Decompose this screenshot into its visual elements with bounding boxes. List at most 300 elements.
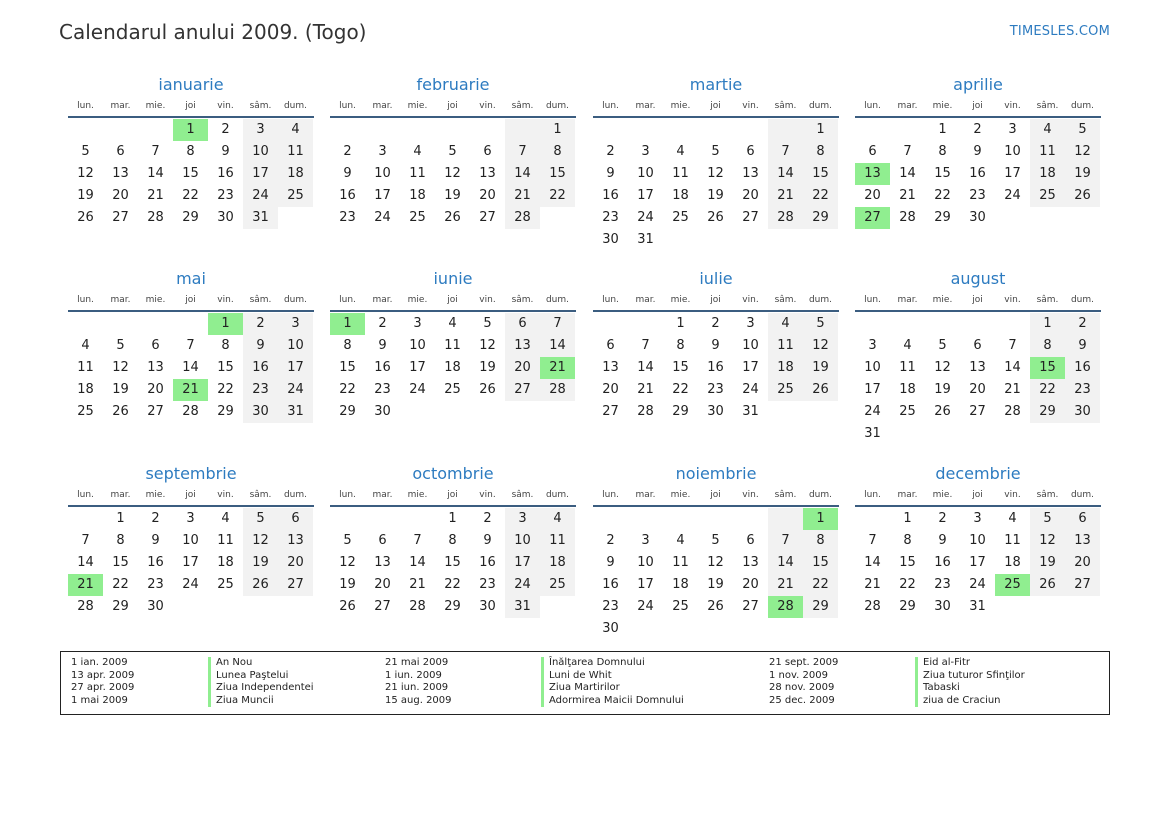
weekday-label: sâm. [511, 295, 534, 305]
weekday-label: mar. [372, 490, 393, 500]
weekday-label: sâm. [774, 295, 797, 305]
legend-date: 1 iun. 2009 [385, 669, 442, 681]
day-cell: 10 [182, 533, 199, 548]
month-mai [68, 268, 314, 423]
legend-date: 21 mai 2009 [385, 657, 449, 668]
day-cell: 6 [151, 338, 160, 353]
legend-holiday-name: Ziua tuturor Sfinţilor [915, 670, 1025, 683]
day-cell: 16 [147, 555, 164, 570]
header-divider [330, 505, 576, 507]
day-cell: 13 [1065, 530, 1100, 552]
weekday-label: mie. [670, 490, 691, 500]
day-cell: 1 [938, 122, 947, 137]
empty-cell [330, 119, 365, 141]
day-cell: 17 [637, 577, 654, 592]
empty-cell [628, 508, 663, 530]
day-cell: 9 [711, 338, 720, 353]
weekday-label: dum. [283, 295, 308, 305]
day-cell: 5 [483, 316, 492, 331]
empty-cell [593, 508, 628, 530]
day-cell: 25 [278, 185, 313, 207]
day-cell: 16 [243, 357, 278, 379]
weekday-label: vin. [1004, 101, 1021, 111]
day-cell: 26 [934, 404, 951, 419]
day-cell: 30 [602, 232, 619, 247]
header-divider [330, 310, 576, 312]
day-cell: 28 [409, 599, 426, 614]
empty-cell [698, 229, 733, 251]
day-cell: 6 [746, 533, 755, 548]
empty-cell [68, 508, 103, 530]
day-cell: 4 [1008, 511, 1017, 526]
day-cell: 15 [182, 166, 199, 181]
day-cell: 3 [1008, 122, 1017, 137]
day-cell: 19 [112, 382, 129, 397]
weekday-label: mar. [635, 490, 656, 500]
empty-cell [138, 313, 173, 335]
day-cell: 22 [934, 188, 951, 203]
day-grid [593, 508, 839, 640]
weekday-label: vin. [479, 490, 496, 500]
empty-cell [925, 423, 960, 445]
weekday-label: vin. [217, 101, 234, 111]
day-cell: 25 [1030, 185, 1065, 207]
day-grid [330, 119, 576, 229]
empty-cell [890, 119, 925, 141]
day-cell: 29 [934, 210, 951, 225]
legend-holiday-name: ziua de Craciun [915, 695, 1025, 708]
empty-cell [400, 401, 435, 423]
day-cell: 18 [77, 382, 94, 397]
empty-cell [365, 508, 400, 530]
day-cell: 28 [899, 210, 916, 225]
day-cell: 14 [540, 335, 575, 357]
day-cell: 25 [444, 382, 461, 397]
day-cell: 24 [409, 382, 426, 397]
month-name: iunie [433, 269, 473, 288]
day-cell: 15 [899, 555, 916, 570]
day-cell: 17 [969, 555, 986, 570]
month-septembrie [68, 463, 314, 618]
day-cell: 12 [707, 166, 724, 181]
day-cell: 20 [864, 188, 881, 203]
weekday-label: lun. [339, 101, 356, 111]
day-cell: 7 [413, 533, 422, 548]
day-cell: 12 [1065, 141, 1100, 163]
weekday-label: joi [710, 295, 721, 305]
day-cell: 5 [81, 144, 90, 159]
empty-cell [733, 229, 768, 251]
empty-cell [540, 207, 575, 229]
day-cell: 5 [803, 313, 838, 335]
day-cell: 13 [855, 163, 890, 185]
day-cell: 14 [1004, 360, 1021, 375]
day-cell: 6 [278, 508, 313, 530]
empty-cell [803, 229, 838, 251]
day-cell: 11 [768, 335, 803, 357]
weekday-label: vin. [742, 490, 759, 500]
empty-cell [540, 401, 575, 423]
day-cell: 11 [444, 338, 461, 353]
weekday-label: dum. [1070, 490, 1095, 500]
day-cell: 21 [899, 188, 916, 203]
empty-cell [173, 313, 208, 335]
day-grid [593, 313, 839, 423]
weekday-label: mar. [110, 490, 131, 500]
day-cell: 24 [637, 599, 654, 614]
day-grid [330, 508, 576, 618]
empty-cell [960, 313, 995, 335]
day-cell: 27 [969, 404, 986, 419]
day-cell: 30 [374, 404, 391, 419]
day-cell: 21 [768, 185, 803, 207]
day-cell: 25 [409, 210, 426, 225]
legend-holiday-name: Înălţarea Domnului [541, 657, 684, 670]
day-cell: 3 [641, 533, 650, 548]
day-cell: 1 [540, 119, 575, 141]
weekday-label: joi [972, 101, 983, 111]
day-cell: 7 [768, 141, 803, 163]
day-cell: 5 [938, 338, 947, 353]
day-cell: 10 [409, 338, 426, 353]
empty-cell [698, 508, 733, 530]
weekday-label: joi [710, 101, 721, 111]
day-cell: 3 [413, 316, 422, 331]
day-cell: 22 [540, 185, 575, 207]
day-cell: 28 [637, 404, 654, 419]
day-cell: 30 [1065, 401, 1100, 423]
month-decembrie [855, 463, 1101, 618]
day-cell: 31 [505, 596, 540, 618]
empty-cell [593, 119, 628, 141]
legend-holiday-name: Ziua Muncii [208, 695, 314, 708]
empty-cell [1065, 423, 1100, 445]
day-cell: 5 [1065, 119, 1100, 141]
day-cell: 26 [1065, 185, 1100, 207]
weekday-header [855, 488, 1101, 502]
day-cell: 30 [217, 210, 234, 225]
weekday-label: joi [710, 490, 721, 500]
empty-cell [278, 596, 313, 618]
empty-cell [698, 119, 733, 141]
weekday-label: dum. [808, 490, 833, 500]
empty-cell [995, 207, 1030, 229]
legend-names-col-3 [915, 657, 1025, 707]
day-cell: 12 [934, 360, 951, 375]
day-cell: 17 [243, 163, 278, 185]
day-cell: 19 [803, 357, 838, 379]
page-title: Calendarul anului 2009. (Togo) [59, 20, 367, 44]
weekday-header [593, 293, 839, 307]
day-cell: 5 [711, 533, 720, 548]
day-cell: 14 [637, 360, 654, 375]
day-cell: 3 [378, 144, 387, 159]
weekday-label: joi [447, 490, 458, 500]
day-cell: 13 [479, 166, 496, 181]
day-cell: 15 [803, 552, 838, 574]
day-cell: 9 [151, 533, 160, 548]
day-cell: 9 [483, 533, 492, 548]
day-cell: 17 [182, 555, 199, 570]
weekday-header [855, 293, 1101, 307]
day-cell: 9 [606, 555, 615, 570]
weekday-label: joi [185, 101, 196, 111]
day-cell: 18 [1030, 163, 1065, 185]
weekday-label: sâm. [774, 101, 797, 111]
day-cell: 8 [1030, 335, 1065, 357]
day-cell: 30 [969, 210, 986, 225]
day-cell: 3 [868, 338, 877, 353]
weekday-label: lun. [77, 295, 94, 305]
day-cell: 14 [768, 163, 803, 185]
weekday-label: lun. [602, 295, 619, 305]
day-cell: 12 [243, 530, 278, 552]
weekday-header [68, 293, 314, 307]
day-cell: 2 [378, 316, 387, 331]
day-cell: 14 [864, 555, 881, 570]
day-cell: 16 [1065, 357, 1100, 379]
day-cell: 1 [1030, 313, 1065, 335]
day-cell: 25 [540, 574, 575, 596]
legend-names-col-1 [208, 657, 314, 707]
empty-cell [733, 508, 768, 530]
day-cell: 7 [641, 338, 650, 353]
day-cell: 11 [278, 141, 313, 163]
day-cell: 31 [969, 599, 986, 614]
day-cell: 24 [1004, 188, 1021, 203]
day-cell: 1 [676, 316, 685, 331]
empty-cell [628, 313, 663, 335]
weekday-label: joi [972, 490, 983, 500]
weekday-label: lun. [339, 490, 356, 500]
day-cell: 3 [973, 511, 982, 526]
day-cell: 1 [903, 511, 912, 526]
day-cell: 30 [147, 599, 164, 614]
day-cell: 10 [864, 360, 881, 375]
day-cell: 17 [637, 188, 654, 203]
day-cell: 11 [1004, 533, 1021, 548]
legend-dates-col-1 [71, 657, 134, 707]
empty-cell [890, 313, 925, 335]
day-cell: 23 [374, 382, 391, 397]
weekday-label: lun. [339, 295, 356, 305]
day-cell: 21 [1004, 382, 1021, 397]
day-cell: 30 [602, 621, 619, 636]
empty-cell [855, 119, 890, 141]
weekday-label: lun. [864, 101, 881, 111]
day-cell: 11 [672, 166, 689, 181]
weekday-header [593, 99, 839, 113]
day-cell: 18 [278, 163, 313, 185]
day-cell: 23 [339, 210, 356, 225]
day-cell: 25 [77, 404, 94, 419]
header-divider [68, 116, 314, 118]
day-cell: 21 [68, 574, 103, 596]
month-aprilie [855, 74, 1101, 229]
legend-date: 1 ian. 2009 [71, 657, 128, 668]
day-cell: 5 [1030, 508, 1065, 530]
weekday-label: joi [185, 295, 196, 305]
weekday-label: lun. [77, 101, 94, 111]
day-cell: 2 [606, 144, 615, 159]
month-name: noiembrie [675, 464, 757, 483]
day-cell: 27 [112, 210, 129, 225]
day-cell: 6 [505, 313, 540, 335]
day-cell: 26 [479, 382, 496, 397]
day-cell: 27 [147, 404, 164, 419]
day-cell: 29 [217, 404, 234, 419]
day-cell: 29 [803, 207, 838, 229]
day-cell: 13 [147, 360, 164, 375]
day-cell: 17 [1004, 166, 1021, 181]
day-cell: 27 [855, 207, 890, 229]
day-cell: 29 [112, 599, 129, 614]
day-cell: 13 [742, 166, 759, 181]
legend-date: 27 apr. 2009 [71, 682, 135, 694]
month-august [855, 268, 1101, 445]
weekday-label: vin. [742, 101, 759, 111]
day-cell: 14 [182, 360, 199, 375]
day-cell: 29 [672, 404, 689, 419]
day-cell: 23 [602, 210, 619, 225]
legend-holiday-name: Tabaski [915, 682, 1025, 695]
day-cell: 6 [116, 144, 125, 159]
empty-cell [208, 596, 243, 618]
day-cell: 23 [1065, 379, 1100, 401]
weekday-label: lun. [864, 295, 881, 305]
day-cell: 27 [505, 379, 540, 401]
day-cell: 29 [444, 599, 461, 614]
day-cell: 3 [746, 316, 755, 331]
header-divider [855, 505, 1101, 507]
day-cell: 2 [243, 313, 278, 335]
weekday-label: mar. [897, 295, 918, 305]
weekday-label: mie. [145, 101, 166, 111]
weekday-label: mar. [372, 101, 393, 111]
weekday-label: joi [447, 101, 458, 111]
day-cell: 18 [444, 360, 461, 375]
weekday-label: vin. [742, 295, 759, 305]
month-martie [593, 74, 839, 251]
day-cell: 13 [602, 360, 619, 375]
day-cell: 22 [112, 577, 129, 592]
day-cell: 29 [899, 599, 916, 614]
weekday-label: sâm. [249, 490, 272, 500]
day-cell: 8 [221, 338, 230, 353]
day-cell: 20 [742, 577, 759, 592]
day-cell: 17 [409, 360, 426, 375]
empty-cell [855, 508, 890, 530]
day-cell: 12 [339, 555, 356, 570]
day-cell: 20 [374, 577, 391, 592]
weekday-label: sâm. [774, 490, 797, 500]
day-cell: 22 [217, 382, 234, 397]
day-cell: 14 [77, 555, 94, 570]
legend-holiday-name: Luni de Whit [541, 670, 684, 683]
day-cell: 9 [378, 338, 387, 353]
day-cell: 12 [803, 335, 838, 357]
weekday-label: mie. [670, 101, 691, 111]
day-cell: 11 [672, 555, 689, 570]
month-ianuarie [68, 74, 314, 229]
weekday-label: mie. [407, 101, 428, 111]
day-cell: 6 [483, 144, 492, 159]
day-cell: 20 [1065, 552, 1100, 574]
day-cell: 4 [903, 338, 912, 353]
day-cell: 8 [343, 338, 352, 353]
day-cell: 24 [637, 210, 654, 225]
weekday-label: dum. [283, 490, 308, 500]
legend-date: 15 aug. 2009 [385, 694, 452, 706]
day-cell: 4 [221, 511, 230, 526]
header-divider [855, 310, 1101, 312]
day-cell: 10 [742, 338, 759, 353]
day-grid [68, 508, 314, 618]
weekday-label: joi [185, 490, 196, 500]
empty-cell [855, 313, 890, 335]
empty-cell [663, 119, 698, 141]
day-cell: 2 [938, 511, 947, 526]
day-cell: 16 [934, 555, 951, 570]
month-octombrie [330, 463, 576, 618]
day-cell: 5 [116, 338, 125, 353]
day-cell: 28 [768, 207, 803, 229]
day-grid [855, 313, 1101, 445]
day-cell: 26 [803, 379, 838, 401]
day-cell: 31 [637, 232, 654, 247]
day-cell: 25 [217, 577, 234, 592]
day-cell: 1 [173, 119, 208, 141]
day-cell: 1 [803, 119, 838, 141]
day-cell: 19 [707, 577, 724, 592]
day-cell: 18 [217, 555, 234, 570]
empty-cell [768, 508, 803, 530]
day-cell: 12 [112, 360, 129, 375]
month-name: decembrie [935, 464, 1021, 483]
weekday-label: vin. [479, 295, 496, 305]
day-cell: 31 [243, 207, 278, 229]
day-cell: 9 [243, 335, 278, 357]
day-cell: 20 [112, 188, 129, 203]
weekday-header [855, 99, 1101, 113]
day-cell: 23 [479, 577, 496, 592]
month-name: aprilie [953, 75, 1003, 94]
day-cell: 7 [81, 533, 90, 548]
day-cell: 31 [742, 404, 759, 419]
day-cell: 5 [343, 533, 352, 548]
day-cell: 30 [479, 599, 496, 614]
day-cell: 29 [1030, 401, 1065, 423]
day-cell: 4 [540, 508, 575, 530]
weekday-label: dum. [545, 490, 570, 500]
day-cell: 10 [505, 530, 540, 552]
day-cell: 20 [505, 357, 540, 379]
day-cell: 7 [903, 144, 912, 159]
day-cell: 21 [409, 577, 426, 592]
legend-date: 28 nov. 2009 [769, 682, 835, 694]
day-cell: 26 [1030, 574, 1065, 596]
day-cell: 4 [413, 144, 422, 159]
day-cell: 11 [540, 530, 575, 552]
month-name: februarie [416, 75, 490, 94]
weekday-label: mie. [145, 490, 166, 500]
site-brand-link[interactable]: TIMESLES.COM [1009, 24, 1110, 39]
day-cell: 15 [934, 166, 951, 181]
day-cell: 23 [602, 599, 619, 614]
empty-cell [698, 618, 733, 640]
day-cell: 21 [864, 577, 881, 592]
weekday-label: mie. [670, 295, 691, 305]
